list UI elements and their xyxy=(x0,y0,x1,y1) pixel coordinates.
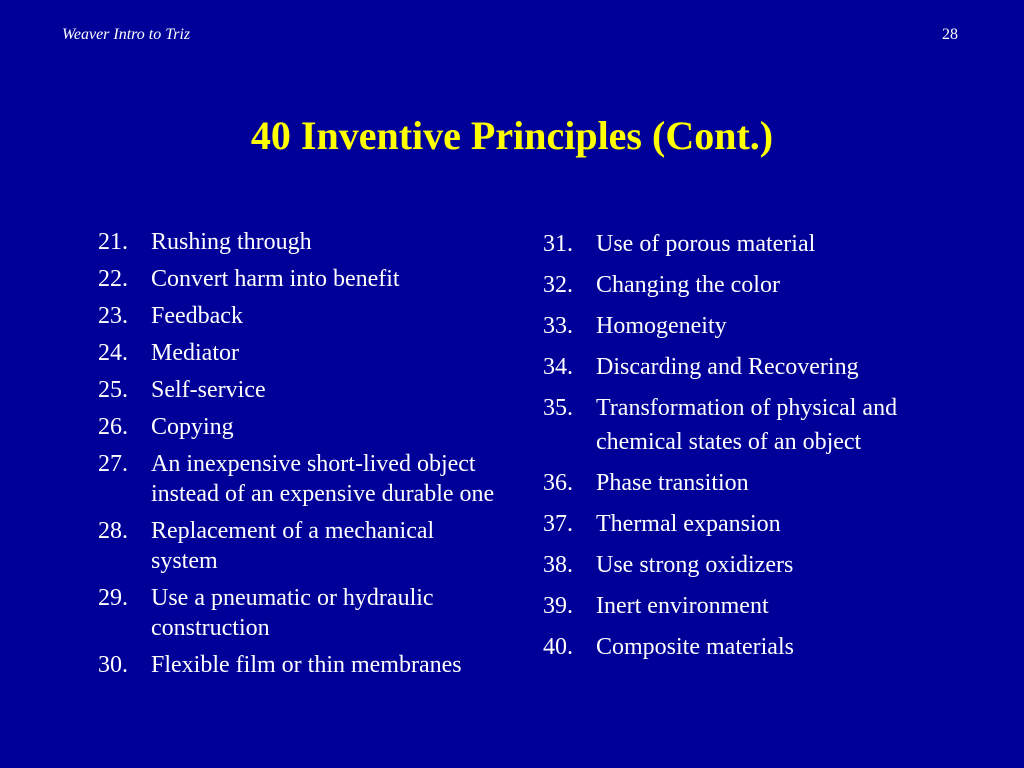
list-item xyxy=(98,449,498,509)
item-number: 38. xyxy=(543,552,573,578)
item-number: 27. xyxy=(98,451,128,477)
item-number: 37. xyxy=(543,511,573,537)
item-text: Copying xyxy=(151,414,234,440)
list-item xyxy=(543,589,943,623)
list-item xyxy=(98,338,498,368)
item-text: Thermal expansion xyxy=(596,511,781,537)
item-number: 22. xyxy=(98,266,128,292)
item-text: Self-service xyxy=(151,377,266,403)
item-text: Flexible film or thin membranes xyxy=(151,652,462,678)
item-number: 35. xyxy=(543,395,573,421)
list-item xyxy=(543,630,943,664)
list-item xyxy=(98,264,498,294)
list-item xyxy=(543,548,943,582)
item-number: 40. xyxy=(543,634,573,660)
list-item xyxy=(543,227,943,261)
item-text: Transformation of physical and chemical states of an object xyxy=(596,395,898,455)
list-item xyxy=(543,350,943,384)
item-text: Feedback xyxy=(151,303,243,329)
item-text: Inert environment xyxy=(596,593,769,619)
item-number: 23. xyxy=(98,303,128,329)
list-item xyxy=(543,268,943,302)
item-text: Rushing through xyxy=(151,229,312,255)
item-number: 36. xyxy=(543,470,573,496)
list-item xyxy=(98,650,498,680)
item-text: Convert harm into benefit xyxy=(151,266,400,292)
list-item xyxy=(543,466,943,500)
list-item xyxy=(98,412,498,442)
list-item xyxy=(543,507,943,541)
principles-list-left xyxy=(98,227,498,687)
item-text: Use strong oxidizers xyxy=(596,552,794,578)
item-text: Homogeneity xyxy=(596,313,727,339)
item-number: 30. xyxy=(98,652,128,678)
item-number: 24. xyxy=(98,340,128,366)
slide-title: 40 Inventive Principles (Cont.) xyxy=(250,113,774,158)
item-text: An inexpensive short-lived object instead of an expensive durable one xyxy=(151,451,495,507)
list-item xyxy=(98,516,498,576)
item-number: 29. xyxy=(98,585,128,611)
item-number: 32. xyxy=(543,272,573,298)
list-item xyxy=(98,227,498,257)
item-text: Changing the color xyxy=(596,272,780,298)
item-number: 21. xyxy=(98,229,128,255)
slide-footer-title: Weaver Intro to Triz xyxy=(62,26,191,43)
list-item xyxy=(543,309,943,343)
item-number: 25. xyxy=(98,377,128,403)
item-number: 34. xyxy=(543,354,573,380)
item-text: Discarding and Recovering xyxy=(596,354,859,380)
item-text: Composite materials xyxy=(596,634,794,660)
item-text: Phase transition xyxy=(596,470,749,496)
item-number: 28. xyxy=(98,518,128,544)
list-item xyxy=(98,301,498,331)
item-text: Use of porous material xyxy=(596,231,816,257)
item-number: 31. xyxy=(543,231,573,257)
slide-number: 28 xyxy=(942,26,958,43)
item-text: Use a pneumatic or hydraulic construction xyxy=(151,585,434,641)
list-item xyxy=(98,375,498,405)
item-number: 39. xyxy=(543,593,573,619)
item-number: 26. xyxy=(98,414,128,440)
list-item xyxy=(543,391,943,459)
list-item xyxy=(98,583,498,643)
item-text: Mediator xyxy=(151,340,239,366)
principles-list-right xyxy=(543,227,943,671)
item-text: Replacement of a mechanical system xyxy=(151,518,435,574)
item-number: 33. xyxy=(543,313,573,339)
